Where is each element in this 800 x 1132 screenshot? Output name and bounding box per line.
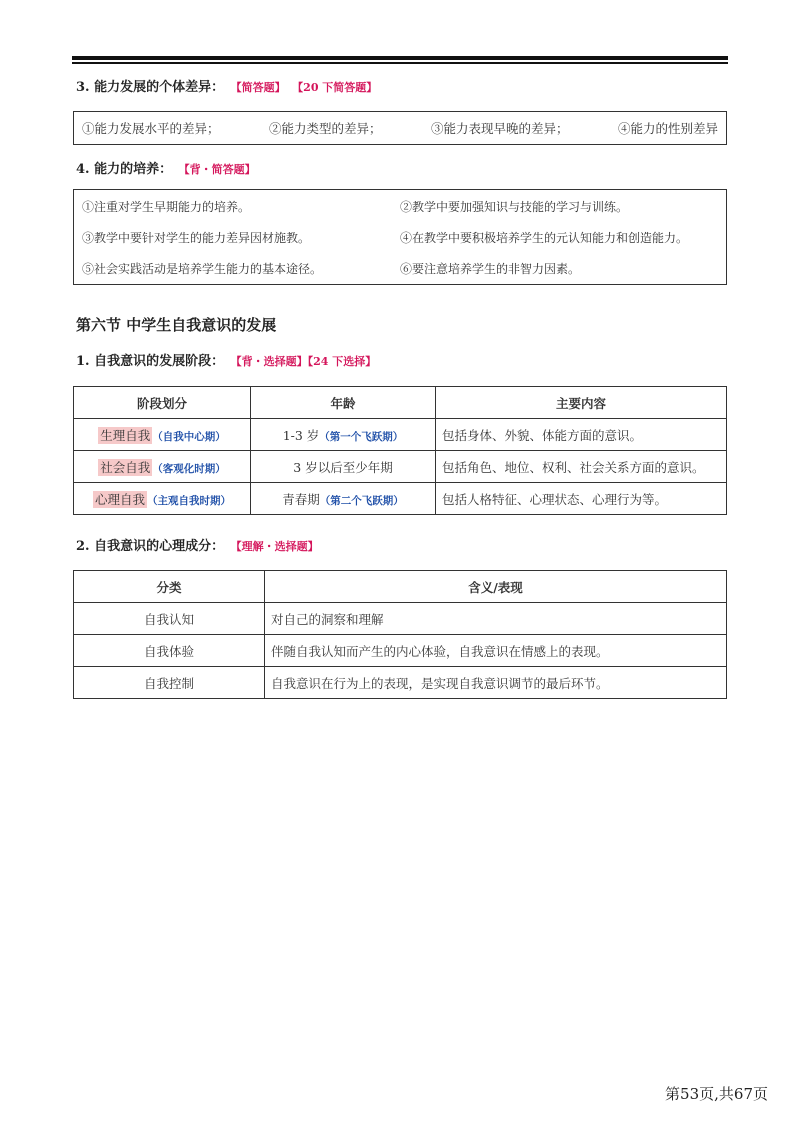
- components-table: [73, 570, 727, 699]
- section-3-tag-1: 【简答题】: [230, 81, 286, 94]
- description-cell: 自我意识在行为上的表现，是实现自我意识调节的最后环节。: [265, 667, 727, 699]
- table-row: [74, 635, 727, 667]
- cultivate-item: ④在教学中要积极培养学生的元认知能力和创造能力。: [400, 231, 689, 245]
- table-header-row: [74, 387, 727, 419]
- category-cell: 自我体验: [74, 635, 265, 667]
- age-note: （第二个飞跃期）: [319, 494, 404, 507]
- stage-name: 心理自我: [94, 491, 145, 507]
- stage-name: 生理自我: [100, 427, 151, 443]
- category-cell: 自我控制: [74, 667, 265, 699]
- section-4-heading: [76, 158, 256, 177]
- section-3-tag-2: 【20 下简答题】: [292, 81, 378, 94]
- diff-item: ③能力表现早晚的差异；: [430, 121, 569, 136]
- cultivate-item: ②教学中要加强知识与技能的学习与训练。: [400, 200, 629, 214]
- section-4-tag: 【背・简答题】: [178, 163, 256, 176]
- section-3-box: [73, 111, 727, 145]
- age-cell: [251, 419, 436, 451]
- description-cell: 伴随自我认知而产生的内心体验，自我意识在情感上的表现。: [265, 635, 727, 667]
- section-4-box: [73, 189, 727, 285]
- table-row: [74, 451, 727, 483]
- stage-title: 1. 自我意识的发展阶段：: [76, 354, 225, 369]
- content-cell: 包括身体、外貌、体能方面的意识。: [436, 419, 727, 451]
- components-tag: 【理解・选择题】: [230, 540, 319, 553]
- stage-tag: 【背・选择题】【24 下选择】: [230, 355, 377, 368]
- age-value: 3 岁以后至少年期: [293, 459, 393, 475]
- age-cell: [251, 483, 436, 515]
- table-header: 主要内容: [436, 387, 727, 419]
- table-row: [74, 667, 727, 699]
- header-rule-thick: [72, 56, 728, 60]
- stage-note: （客观化时期）: [152, 462, 226, 475]
- diff-item: ④能力的性别差异: [617, 121, 718, 136]
- table-header: 年龄: [251, 387, 436, 419]
- age-note: （第一个飞跃期）: [319, 430, 404, 443]
- category-cell: 自我认知: [74, 603, 265, 635]
- section-3-heading: [76, 76, 377, 95]
- section-3-title: 3. 能力发展的个体差异：: [76, 80, 225, 95]
- stage-cell: [74, 451, 251, 483]
- table-row: [74, 419, 727, 451]
- stage-heading: [76, 350, 376, 369]
- chapter-section-title: 第六节 中学生自我意识的发展: [76, 316, 277, 334]
- table-header: 分类: [74, 571, 265, 603]
- diff-item: ②能力类型的差异；: [268, 121, 382, 136]
- table-row: [74, 483, 727, 515]
- cultivate-item: ③教学中要针对学生的能力差异因材施教。: [82, 231, 311, 245]
- cultivate-item: ①注重对学生早期能力的培养。: [82, 200, 251, 214]
- stage-note: （主观自我时期）: [147, 494, 231, 507]
- age-cell: [251, 451, 436, 483]
- stage-cell: [74, 483, 251, 515]
- cultivate-item: ⑤社会实践活动是培养学生能力的基本途径。: [82, 262, 323, 276]
- age-value: 1-3 岁: [282, 427, 320, 443]
- cultivate-item: ⑥要注意培养学生的非智力因素。: [400, 262, 581, 276]
- page-number: 第53页,共67页: [665, 1085, 768, 1103]
- stage-table: [73, 386, 727, 515]
- components-title: 2. 自我意识的心理成分：: [76, 539, 225, 554]
- components-heading: [76, 535, 319, 554]
- age-value: 青春期: [282, 491, 320, 507]
- stage-cell: [74, 419, 251, 451]
- table-header: 含义/表现: [265, 571, 727, 603]
- content-cell: 包括角色、地位、权利、社会关系方面的意识。: [436, 451, 727, 483]
- diff-item: ①能力发展水平的差异；: [82, 121, 220, 136]
- table-header-row: [74, 571, 727, 603]
- section-4-title: 4. 能力的培养：: [76, 162, 173, 177]
- header-rule-thin: [72, 62, 728, 64]
- content-cell: 包括人格特征、心理状态、心理行为等。: [436, 483, 727, 515]
- stage-note: （自我中心期）: [152, 430, 226, 443]
- stage-name: 社会自我: [100, 459, 151, 475]
- table-header: 阶段划分: [74, 387, 251, 419]
- table-row: [74, 603, 727, 635]
- description-cell: 对自己的洞察和理解: [265, 603, 727, 635]
